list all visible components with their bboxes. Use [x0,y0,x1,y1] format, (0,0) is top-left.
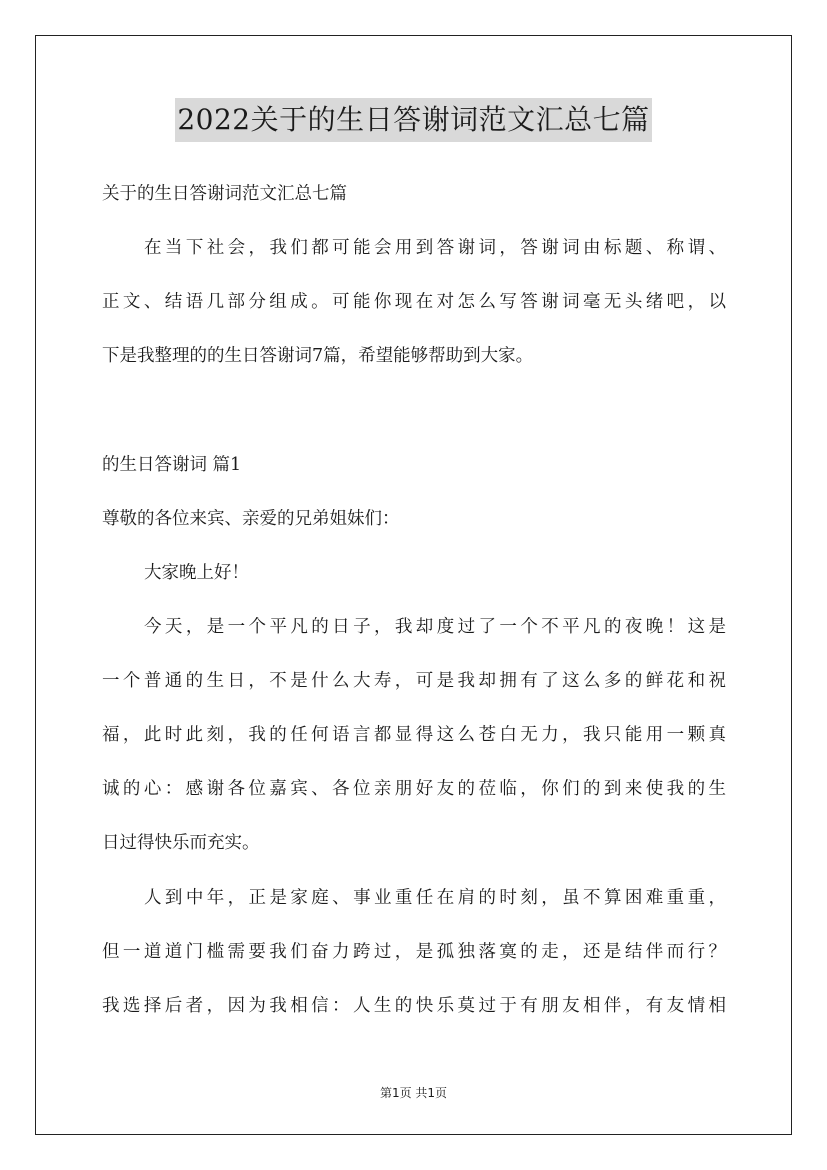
document-title: 2022关于的生日答谢词范文汇总七篇 [175,98,651,142]
title-container [0,98,827,142]
section-heading: 的生日答谢词 篇1 [102,455,242,475]
intro-line-3: 下是我整理的的生日答谢词7篇，希望能够帮助到大家。 [102,346,534,366]
para2-line-3: 我选择后者，因为我相信：人生的快乐莫过于有朋友相伴，有友情相 [102,996,726,1016]
page-footer: 第1页 共1页 [379,1086,448,1100]
salutation: 尊敬的各位来宾、亲爱的兄弟姐妹们： [102,509,400,529]
intro-line-2: 正文、结语几部分组成。可能你现在对怎么写答谢词毫无头绪吧，以 [102,292,726,312]
para1-line-4: 诚的心：感谢各位嘉宾、各位亲朋好友的莅临，你们的到来使我的生 [102,779,726,799]
intro-line-1: 在当下社会，我们都可能会用到答谢词，答谢词由标题、称谓、 [144,238,726,258]
para1-line-1: 今天，是一个平凡的日子，我却度过了一个不平凡的夜晚！这是 [144,617,726,637]
para2-line-1: 人到中年，正是家庭、事业重任在肩的时刻，虽不算困难重重， [144,888,726,908]
para1-line-3: 福，此时此刻，我的任何语言都显得这么苍白无力，我只能用一颗真 [102,725,726,745]
para2-line-2: 但一道道门槛需要我们奋力跨过，是孤独落寞的走，还是结伴而行？ [102,942,726,962]
para1-line-5: 日过得快乐而充实。 [102,833,260,853]
para1-line-2: 一个普通的生日，不是什么大寿，可是我却拥有了这么多的鲜花和祝 [102,671,726,691]
document-subtitle: 关于的生日答谢词范文汇总七篇 [102,184,347,204]
greeting: 大家晚上好！ [144,563,249,583]
